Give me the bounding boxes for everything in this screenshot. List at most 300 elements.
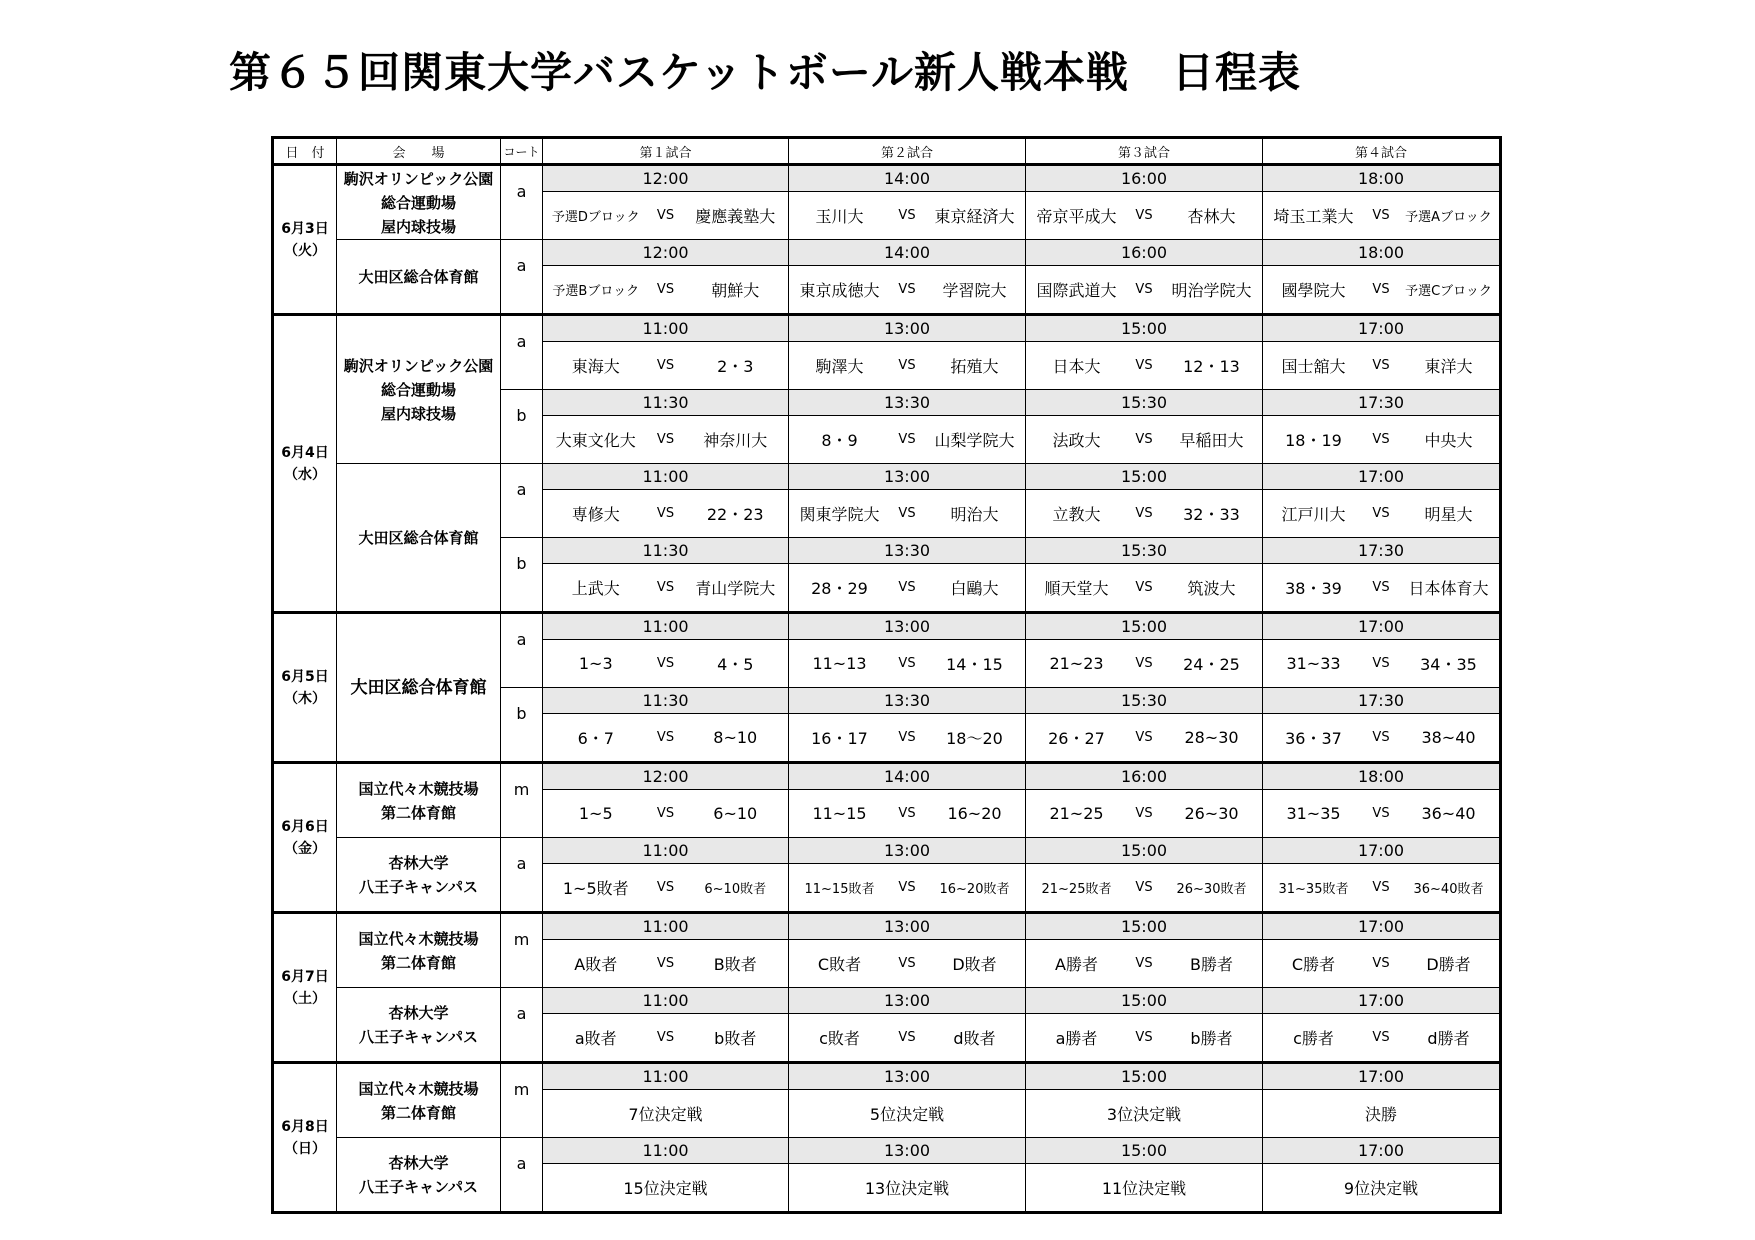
match-time: 16:00 (1026, 240, 1263, 266)
court-cell: a (501, 613, 543, 688)
away-team: b敗者 (714, 1029, 757, 1048)
match-cell (1026, 1014, 1263, 1063)
home-team: 21~25 (1049, 804, 1104, 823)
match-time: 17:30 (1263, 390, 1501, 416)
weekday-label: （金） (284, 840, 326, 857)
court-cell: b (501, 688, 543, 763)
date-label: 6月5日 (281, 668, 329, 685)
vs-label: VS (898, 730, 916, 745)
vs-label: VS (898, 282, 916, 297)
match-time: 13:30 (789, 390, 1026, 416)
vs-label: VS (656, 880, 675, 895)
matchup (789, 804, 1025, 823)
matchup (543, 876, 788, 899)
matchup (1263, 278, 1499, 301)
vs-label: VS (898, 580, 916, 595)
matchup (789, 952, 1025, 975)
away-team: 24・25 (1183, 655, 1240, 674)
away-team: 8~10 (713, 728, 758, 747)
match-cell (1026, 416, 1263, 464)
away-team: D勝者 (1426, 955, 1471, 974)
vs-label: VS (1372, 880, 1390, 895)
away-team: 筑波大 (1187, 579, 1236, 598)
home-team: 江戸川大 (1281, 505, 1346, 524)
vs-label: VS (656, 208, 675, 223)
match-cell (789, 1090, 1026, 1138)
venue-name-line: 総合運動場 (380, 380, 456, 399)
matchup (543, 1026, 788, 1049)
match-cell (543, 940, 789, 988)
match-time: 11:00 (543, 1138, 789, 1164)
matchup (789, 502, 1025, 525)
matchup (543, 804, 788, 823)
vs-label: VS (1135, 1030, 1153, 1045)
match-cell (543, 342, 789, 390)
venue-name-line: 国立代々木競技場 (358, 1079, 479, 1098)
match-cell (789, 192, 1026, 240)
home-team: 玉川大 (815, 207, 864, 226)
match-time: 15:00 (1026, 613, 1263, 640)
home-team: 駒澤大 (815, 357, 864, 376)
vs-label: VS (1135, 580, 1153, 595)
matchup (1026, 1026, 1262, 1049)
home-team: A勝者 (1055, 955, 1098, 974)
matchup (543, 204, 788, 227)
away-team: 4・5 (717, 655, 754, 674)
home-team: 11~13 (812, 654, 867, 673)
home-team: 11~15 (812, 804, 867, 823)
away-team: 26~30敗者 (1176, 882, 1247, 897)
home-team: 専修大 (571, 505, 620, 524)
matchup (1263, 726, 1499, 749)
venue-cell (337, 763, 501, 838)
match-time: 17:00 (1263, 988, 1501, 1014)
matchup (789, 1026, 1025, 1049)
venue-cell (337, 1138, 501, 1213)
match-time: 18:00 (1263, 240, 1501, 266)
header-match-4: 第４試合 (1263, 138, 1501, 165)
match-time: 15:00 (1026, 315, 1263, 342)
vs-label: VS (1135, 956, 1153, 971)
vs-label: VS (1372, 506, 1390, 521)
vs-label: VS (898, 358, 916, 373)
matchup (1263, 804, 1499, 823)
matchup (789, 428, 1025, 451)
matchup (1026, 726, 1262, 749)
match-cell (1026, 564, 1263, 613)
vs-label: VS (1135, 656, 1153, 671)
vs-label: VS (656, 1030, 675, 1045)
court-cell: a (501, 464, 543, 538)
away-team: 予選Cブロック (1405, 284, 1492, 299)
home-team: 関東学院大 (799, 505, 880, 524)
home-team: 法政大 (1052, 431, 1101, 450)
match-cell (789, 790, 1026, 838)
match-time: 11:30 (543, 390, 789, 416)
match-cell (1026, 1090, 1263, 1138)
away-team: 明星大 (1424, 505, 1473, 524)
matchup (543, 652, 788, 675)
match-cell (789, 416, 1026, 464)
match-time: 11:00 (543, 913, 789, 940)
match-time: 13:30 (789, 538, 1026, 564)
match-cell (543, 790, 789, 838)
matchup (543, 502, 788, 525)
away-team: 杏林大 (1187, 207, 1236, 226)
venue-cell (337, 1063, 501, 1138)
home-team: 東海大 (571, 357, 620, 376)
match-cell (543, 416, 789, 464)
venue-name-line: 総合運動場 (380, 193, 456, 212)
weekday-label: （土） (284, 990, 326, 1007)
court-cell: a (501, 1138, 543, 1213)
match-cell (789, 640, 1026, 688)
match-time: 17:00 (1263, 1138, 1501, 1164)
away-team: B敗者 (713, 955, 757, 974)
home-team: 31~35敗者 (1278, 882, 1349, 897)
home-team: 6・7 (577, 729, 614, 748)
match-cell (1263, 790, 1501, 838)
time-row (273, 838, 1501, 864)
away-team: 慶應義塾大 (695, 207, 776, 226)
home-team: 18・19 (1285, 431, 1342, 450)
away-team: D敗者 (952, 955, 997, 974)
home-team: 国士舘大 (1281, 357, 1346, 376)
away-team: 16~20敗者 (939, 882, 1010, 897)
matchup (1263, 354, 1499, 377)
match-time: 15:00 (1026, 988, 1263, 1014)
match-time: 13:00 (789, 315, 1026, 342)
away-team: 日本体育大 (1408, 579, 1489, 598)
time-row (273, 763, 1501, 790)
match-label: 7位決定戦 (628, 1105, 703, 1124)
match-time: 11:00 (543, 988, 789, 1014)
match-cell (789, 864, 1026, 913)
court-cell: a (501, 165, 543, 240)
matchup (789, 652, 1025, 675)
matchup (1263, 428, 1499, 451)
vs-label: VS (1135, 880, 1153, 895)
time-row (273, 988, 1501, 1014)
match-cell (543, 714, 789, 763)
match-time: 17:00 (1263, 913, 1501, 940)
venue-name-line: 杏林大学 (388, 853, 449, 872)
venue-cell (337, 315, 501, 464)
matchup (789, 576, 1025, 599)
match-cell (1263, 1164, 1501, 1213)
home-team: 26・27 (1048, 729, 1105, 748)
match-cell (1263, 416, 1501, 464)
home-team: c敗者 (819, 1029, 860, 1048)
match-cell (543, 266, 789, 315)
match-time: 13:00 (789, 913, 1026, 940)
venue-name-line: 第二体育館 (380, 803, 456, 822)
header-date: 日 付 (273, 138, 337, 165)
away-team: 6~10敗者 (704, 882, 767, 897)
vs-label: VS (1135, 432, 1153, 447)
home-team: 国際武道大 (1036, 281, 1117, 300)
match-time: 17:00 (1263, 464, 1501, 490)
vs-label: VS (1372, 432, 1390, 447)
home-team: 立教大 (1052, 505, 1101, 524)
home-team: 上武大 (571, 579, 620, 598)
away-team: 6~10 (713, 804, 758, 823)
matchup (1263, 502, 1499, 525)
home-team: 予選Dブロック (551, 210, 640, 225)
court-cell: m (501, 763, 543, 838)
vs-label: VS (1372, 956, 1390, 971)
venue-name-line: 大田区総合体育館 (358, 528, 479, 547)
date-label: 6月3日 (281, 220, 329, 237)
away-team: d勝者 (1427, 1029, 1470, 1048)
matchup (1026, 878, 1262, 897)
venue-cell (337, 240, 501, 315)
match-label: 5位決定戦 (869, 1105, 945, 1124)
match-cell (789, 1014, 1026, 1063)
matchup (1263, 878, 1499, 897)
away-team: 学習院大 (942, 281, 1007, 300)
away-team: 14・15 (946, 655, 1003, 674)
header-venue: 会 場 (337, 138, 501, 165)
away-team: 38~40 (1421, 728, 1476, 747)
vs-label: VS (1135, 282, 1153, 297)
matchup (543, 278, 788, 301)
home-team: C敗者 (817, 955, 862, 974)
away-team: 36~40 (1421, 804, 1476, 823)
vs-label: VS (656, 580, 675, 595)
match-cell (1263, 564, 1501, 613)
matchup (789, 726, 1025, 749)
home-team: 11~15敗者 (804, 882, 875, 897)
date-cell (273, 913, 337, 1063)
match-cell (1026, 1164, 1263, 1213)
date-cell (273, 613, 337, 763)
matchup (1026, 952, 1262, 975)
home-team: 21~23 (1049, 654, 1104, 673)
vs-label: VS (1135, 730, 1153, 745)
matchup (543, 726, 788, 749)
away-team: d敗者 (953, 1029, 996, 1048)
match-cell (1263, 490, 1501, 538)
match-time: 15:00 (1026, 464, 1263, 490)
away-team: 神奈川大 (703, 431, 768, 450)
match-time: 17:30 (1263, 688, 1501, 714)
vs-label: VS (1372, 806, 1390, 821)
home-team: 1~3 (578, 654, 613, 673)
matchup (1026, 804, 1262, 823)
away-team: B勝者 (1190, 955, 1233, 974)
match-time: 15:30 (1026, 538, 1263, 564)
match-cell (543, 564, 789, 613)
match-cell (543, 490, 789, 538)
away-team: 明治大 (950, 505, 999, 524)
matchup (1026, 354, 1262, 377)
home-team: C勝者 (1291, 955, 1336, 974)
home-team: A敗者 (574, 955, 618, 974)
match-time: 12:00 (543, 763, 789, 790)
vs-label: VS (656, 730, 675, 745)
matchup (1263, 576, 1499, 599)
date-cell (273, 763, 337, 913)
date-cell (273, 165, 337, 315)
court-cell: b (501, 538, 543, 613)
home-team: 36・37 (1285, 729, 1342, 748)
match-time: 15:30 (1026, 688, 1263, 714)
venue-cell (337, 988, 501, 1063)
venue-name-line: 杏林大学 (388, 1153, 449, 1172)
time-row (273, 165, 1501, 192)
match-cell (789, 940, 1026, 988)
venue-name-line: 大田区総合体育館 (350, 677, 487, 698)
home-team: 8・9 (821, 431, 858, 450)
away-team: 26~30 (1184, 804, 1239, 823)
vs-label: VS (656, 282, 675, 297)
home-team: 東京成徳大 (799, 281, 880, 300)
match-time: 17:00 (1263, 613, 1501, 640)
matchup (1026, 204, 1262, 227)
weekday-label: （水） (284, 466, 326, 483)
venue-cell (337, 165, 501, 240)
matchup (543, 952, 788, 975)
match-cell (1026, 714, 1263, 763)
match-cell (1026, 940, 1263, 988)
vs-label: VS (898, 1030, 916, 1045)
away-team: 16~20 (947, 804, 1002, 823)
home-team: 埼玉工業大 (1273, 207, 1354, 226)
court-cell: a (501, 838, 543, 913)
home-team: a勝者 (1055, 1029, 1098, 1048)
vs-label: VS (898, 208, 916, 223)
matchup (1026, 428, 1262, 451)
vs-label: VS (656, 358, 675, 373)
away-team: 青山学院大 (695, 579, 776, 598)
vs-label: VS (1372, 580, 1390, 595)
match-time: 15:00 (1026, 838, 1263, 864)
vs-label: VS (1135, 506, 1153, 521)
match-time: 18:00 (1263, 763, 1501, 790)
vs-label: VS (1135, 358, 1153, 373)
home-team: 31~35 (1286, 804, 1341, 823)
date-cell (273, 315, 337, 613)
match-time: 17:30 (1263, 538, 1501, 564)
away-team: 34・35 (1420, 655, 1477, 674)
match-time: 14:00 (789, 240, 1026, 266)
weekday-label: （日） (284, 1140, 326, 1157)
match-time: 15:30 (1026, 390, 1263, 416)
away-team: 32・33 (1183, 505, 1240, 524)
away-team: 予選Aブロック (1405, 210, 1492, 225)
vs-label: VS (898, 656, 916, 671)
vs-label: VS (656, 656, 675, 671)
matchup (789, 878, 1025, 897)
venue-name-line: 屋内球技場 (380, 404, 456, 423)
home-team: a敗者 (574, 1029, 617, 1048)
court-cell: m (501, 1063, 543, 1138)
matchup (1263, 652, 1499, 675)
match-time: 13:00 (789, 1138, 1026, 1164)
match-time: 17:00 (1263, 1063, 1501, 1090)
match-time: 11:00 (543, 1063, 789, 1090)
match-cell (1026, 640, 1263, 688)
match-time: 14:00 (789, 165, 1026, 192)
venue-name-line: 大田区総合体育館 (358, 267, 479, 286)
match-cell (543, 1164, 789, 1213)
court-cell: a (501, 988, 543, 1063)
venue-name-line: 杏林大学 (388, 1003, 449, 1022)
home-team: 1~5敗者 (562, 879, 629, 898)
match-cell (1263, 864, 1501, 913)
court-cell: m (501, 913, 543, 988)
vs-label: VS (656, 806, 675, 821)
home-team: c勝者 (1293, 1029, 1334, 1048)
away-team: 2・3 (717, 357, 754, 376)
time-row (273, 913, 1501, 940)
vs-label: VS (1372, 656, 1390, 671)
home-team: 大東文化大 (555, 431, 636, 450)
away-team: 山梨学院大 (934, 431, 1015, 450)
vs-label: VS (1135, 806, 1153, 821)
vs-label: VS (1372, 282, 1390, 297)
home-team: 28・29 (811, 579, 868, 598)
match-time: 13:00 (789, 1063, 1026, 1090)
time-row (273, 464, 1501, 490)
home-team: 日本大 (1052, 357, 1101, 376)
home-team: 31~33 (1286, 654, 1341, 673)
match-cell (1026, 342, 1263, 390)
match-cell (789, 714, 1026, 763)
court-cell: a (501, 240, 543, 315)
vs-label: VS (898, 880, 916, 895)
home-team: 予選Bブロック (552, 284, 640, 299)
match-cell (1026, 490, 1263, 538)
match-cell (1263, 714, 1501, 763)
date-cell (273, 1063, 337, 1213)
vs-label: VS (656, 432, 675, 447)
home-team: 順天堂大 (1044, 579, 1109, 598)
away-team: 東京経済大 (934, 207, 1015, 226)
header-court: コート (501, 138, 543, 165)
match-time: 16:00 (1026, 165, 1263, 192)
matchup (789, 354, 1025, 377)
vs-label: VS (1372, 1030, 1390, 1045)
venue-cell (337, 913, 501, 988)
match-time: 12:00 (543, 165, 789, 192)
match-time: 15:00 (1026, 1063, 1263, 1090)
match-time: 13:00 (789, 464, 1026, 490)
away-team: 明治学院大 (1171, 281, 1252, 300)
time-row (273, 240, 1501, 266)
venue-name-line: 駒沢オリンピック公園 (343, 169, 494, 188)
match-time: 11:00 (543, 613, 789, 640)
venue-name-line: 駒沢オリンピック公園 (343, 356, 494, 375)
home-team: 21~25敗者 (1041, 882, 1112, 897)
vs-label: VS (898, 506, 916, 521)
home-team: 38・39 (1285, 579, 1342, 598)
match-cell (543, 640, 789, 688)
match-cell (1026, 864, 1263, 913)
vs-label: VS (898, 956, 916, 971)
match-time: 13:30 (789, 688, 1026, 714)
vs-label: VS (898, 806, 916, 821)
venue-cell (337, 464, 501, 613)
matchup (1026, 652, 1262, 675)
match-time: 13:00 (789, 838, 1026, 864)
match-label: 11位決定戦 (1101, 1179, 1187, 1198)
match-cell (543, 192, 789, 240)
vs-label: VS (656, 506, 675, 521)
vs-label: VS (656, 956, 675, 971)
matchup (789, 204, 1025, 227)
